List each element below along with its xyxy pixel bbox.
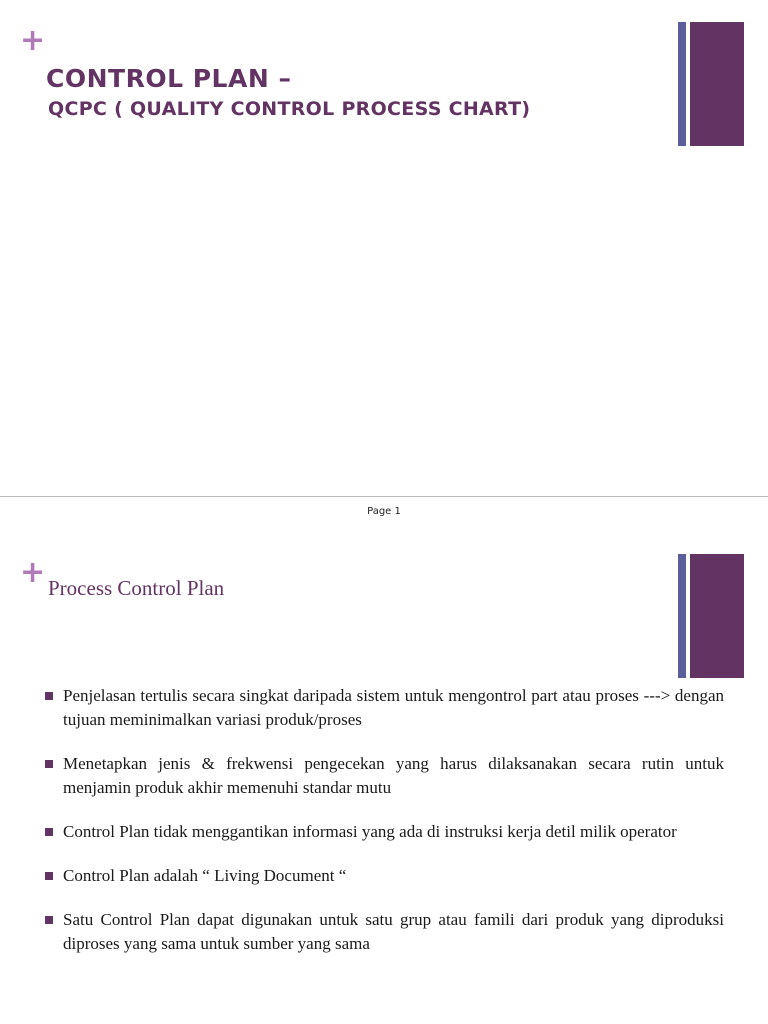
slide-title: CONTROL PLAN – <box>46 64 292 93</box>
plus-icon: + <box>20 23 46 58</box>
slide-title: Process Control Plan <box>48 576 225 600</box>
plus-icon: + <box>20 555 46 590</box>
decorative-bar-thick <box>690 22 744 146</box>
list-item-text: Menetapkan jenis & frekwensi pengecekan yang harus dilaksanakan secara rutin untuk menjamin produk akhir memenuhi standar mutu <box>63 754 724 797</box>
list-item-text: Penjelasan tertulis secara singkat daripada sistem untuk mengontrol part atau proses ---> dengan tujuan meminimalkan variasi produk/proses <box>63 686 724 729</box>
list-item <box>44 752 724 800</box>
page-number: Page 1 <box>367 506 401 517</box>
square-bullet-icon <box>45 760 53 768</box>
square-bullet-icon <box>45 692 53 700</box>
decorative-bar-thin <box>678 22 686 146</box>
slide-2 <box>0 532 768 1024</box>
list-item-text: Control Plan tidak menggantikan informasi yang ada di instruksi kerja detil milik operator <box>63 822 677 841</box>
decorative-bar-thick <box>690 554 744 678</box>
list-item-text: Satu Control Plan dapat digunakan untuk satu grup atau famili dari produk yang diproduksi diproses yang sama untuk sumber yang sama <box>63 910 724 953</box>
square-bullet-icon <box>45 828 53 836</box>
square-bullet-icon <box>45 916 53 924</box>
slide-subtitle: QCPC ( QUALITY CONTROL PROCESS CHART) <box>48 98 531 120</box>
page-divider <box>0 496 768 497</box>
square-bullet-icon <box>45 872 53 880</box>
list-item-text: Control Plan adalah “ Living Document “ <box>63 866 347 885</box>
list-item <box>44 908 724 956</box>
list-item <box>44 820 724 844</box>
list-item <box>44 684 724 732</box>
decorative-bar-thin <box>678 554 686 678</box>
list-item <box>44 864 724 888</box>
bullet-list <box>44 684 724 976</box>
slide-1 <box>0 0 768 496</box>
